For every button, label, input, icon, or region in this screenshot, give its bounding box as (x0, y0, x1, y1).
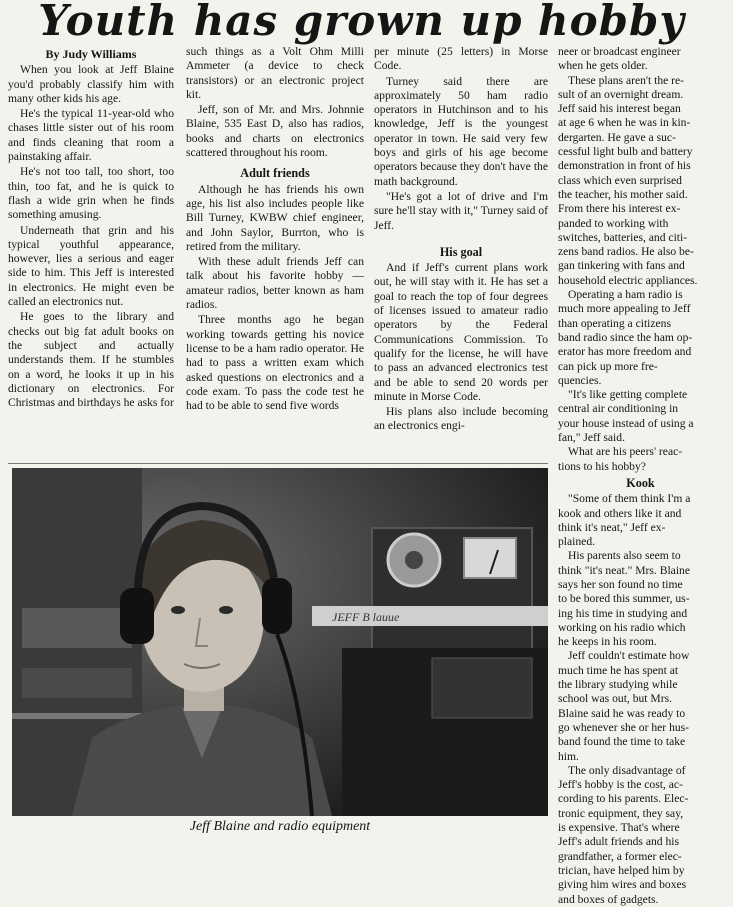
text-line: working on his radio which (558, 620, 686, 634)
text-line: is expensive. That's where (558, 821, 680, 835)
text-line: band radio since the ham op- (558, 330, 693, 344)
text-line: class which even surprised (558, 173, 682, 187)
text-line: zens band radios. He also be- (558, 245, 694, 259)
paragraph: His plans also include becoming an electronics engi- (374, 405, 548, 433)
text-line: tions to his hobby? (558, 459, 646, 473)
text-line: erator has more freedom and (558, 345, 692, 359)
text-line: at age 6 when he was in kin- (558, 116, 691, 130)
text-line: school was out, but Mrs. (558, 692, 673, 706)
subheading-kook: Kook (626, 475, 655, 490)
text-line: neer or broadcast engineer (558, 45, 681, 58)
text-line: gan tinkering with fans and (558, 259, 685, 273)
text-line: quencies. (558, 373, 602, 387)
text-line: These plans aren't the re- (568, 73, 685, 87)
paragraph: such things as a Volt Ohm Milli Ammeter (a device to check transistors) or an electronic project kit. (186, 45, 364, 101)
text-line: the library studying while (558, 678, 678, 692)
text-line: central air conditioning in (558, 402, 679, 416)
paragraph: Although he has friends his own age, his list also includes people like Bill Turney, KWBW chief engineer, and John Saylor, Burrton, who is retired from the military. (186, 182, 364, 253)
text-line: Jeff's adult friends and his (558, 835, 680, 849)
subheading-his-goal: His goal (439, 244, 483, 259)
text-line: panded to working with (558, 216, 669, 230)
paragraph: He's the typical 11-year-old who chases little sister out of his room and finds cleaning that room a painstaking affair. (8, 107, 174, 164)
text-line: household electric appliances. (558, 273, 698, 287)
text-line: Jeff said his interest began (558, 102, 681, 116)
text-line: your house instead of using a (558, 416, 694, 430)
photo-illustration (12, 468, 548, 816)
byline: By Judy Williams (45, 47, 137, 61)
text-line: fan," Jeff said. (558, 431, 625, 445)
text-line: go whenever she or her hus- (558, 720, 690, 734)
paragraph: per minute (25 letters) in Morse Code. (374, 45, 548, 73)
text-line: The only disadvantage of (568, 763, 686, 777)
text-line: grandfather, a former elec- (558, 849, 682, 863)
paragraph: And if Jeff's current plans work out, he will stay with it. He has set a goal to reach the top of four degrees of licenses issued to amateur radio operators by the Federal Communications Commission. To qualify for the license, he will have to pass an advanced electronics test and be able to send 20 words per minute in Morse Code. (374, 261, 548, 403)
paragraph: Underneath that grin and his typical youthful appearance, however, lies a serious and eager side to him. This Jeff is interested in electronics. He might even be called an electronics nut. (8, 223, 174, 309)
headphones-icon (120, 588, 154, 644)
text-line: sult of an overnight dream. (558, 87, 684, 101)
text-line: Operating a ham radio is (568, 288, 683, 302)
text-line: switches, batteries, and citi- (558, 230, 688, 244)
paragraph: He goes to the library and checks out big fat adult books on the subject and actually understands them. If he stumbles on a word, he looks it up in his dictionary on electronics. For Christmas and birthdays he asks for (8, 310, 174, 410)
text-line: ing his time in studying and (558, 606, 688, 620)
text-line: dergarten. He gave a suc- (558, 130, 676, 144)
paragraph: With these adult friends Jeff can talk about his favorite hobby — amateur radios, better known as ham radios. (186, 255, 364, 312)
text-line: "Some of them think I'm a (568, 492, 691, 506)
text-line: think it's neat," Jeff ex- (558, 520, 666, 534)
text-line: tronic equipment, they say, (558, 806, 684, 820)
text-line: the teacher, his mother said. (558, 187, 688, 201)
paragraph: "He's got a lot of drive and I'm sure he'll stay with it," Turney said of Jeff. (374, 189, 548, 232)
paragraph: He's not too tall, too short, too thin, too fat, and he is quick to flash a wide grin when he finds something amusing. (8, 165, 174, 222)
text-line: Jeff couldn't estimate how (568, 649, 690, 663)
article-column-4 (558, 45, 723, 906)
text-line: plained. (558, 535, 596, 549)
text-line: much time he has spent at (558, 663, 679, 677)
text-line: says her son found no time (558, 577, 683, 591)
text-line: band found the time to take (558, 735, 686, 749)
text-line: he keeps in his room. (558, 635, 657, 649)
paragraph: When you look at Jeff Blaine you'd probably classify him with many other kids his age. (8, 63, 174, 105)
text-line: to be bored this summer, us- (558, 592, 690, 606)
paragraph: Three months ago he began working towards getting his novice license to be a ham radio operator. He had to pass a written exam which asked questions on electronics and a code exam. To pass the code test he had to be able to send five words (186, 313, 364, 413)
paragraph: Jeff, son of Mr. and Mrs. Johnnie Blaine, 535 East D, also has radios, books and charts on electronics scattered throughout his room. (186, 103, 364, 160)
text-line: Blaine said he was ready to (558, 706, 686, 720)
text-line: much more appealing to Jeff (558, 302, 691, 316)
text-line: cording to his parents. Elec- (558, 792, 689, 806)
text-line: think "it's neat." Mrs. Blaine (558, 563, 690, 577)
text-line: Jeff's hobby is the cost, ac- (558, 778, 683, 792)
text-line: him. (558, 749, 579, 763)
photo-top-rule (8, 463, 548, 464)
name-plate-label: JEFF B lauue (332, 610, 400, 624)
text-line: and boxes of gadgets. (558, 892, 659, 906)
article-column-1 (8, 45, 174, 411)
article-column-2 (186, 45, 364, 414)
text-line: than operating a citizens (558, 316, 671, 330)
text-line: when he gets older. (558, 59, 648, 73)
paragraph: Turney said there are approximately 50 ham radio operators in Hutchinson and to his knowledge, Jeff is the youngest operator in town. He said very few boys and girls of his age become operators because they don't have the math background. (374, 74, 548, 188)
text-line: His parents also seem to (568, 549, 681, 563)
text-line: giving him wires and boxes (558, 878, 687, 892)
text-line: "It's like getting complete (568, 388, 688, 402)
photo-caption: Jeff Blaine and radio equipment (189, 819, 371, 834)
text-line: cessful light bulb and battery (558, 145, 693, 159)
subheading-adult-friends: Adult friends (240, 166, 310, 181)
text-line: can pick up more fre- (558, 359, 658, 373)
photo-jeff-blaine (12, 468, 548, 816)
article-column-3 (374, 45, 548, 435)
text-line: trician, have helped him by (558, 863, 685, 877)
text-line: demonstration in front of his (558, 159, 691, 173)
text-line: What are his peers' reac- (568, 445, 683, 459)
text-line: From there his interest ex- (558, 202, 681, 216)
headline: Youth has grown up hobby (38, 0, 685, 45)
text-line: kook and others like it and (558, 506, 682, 520)
